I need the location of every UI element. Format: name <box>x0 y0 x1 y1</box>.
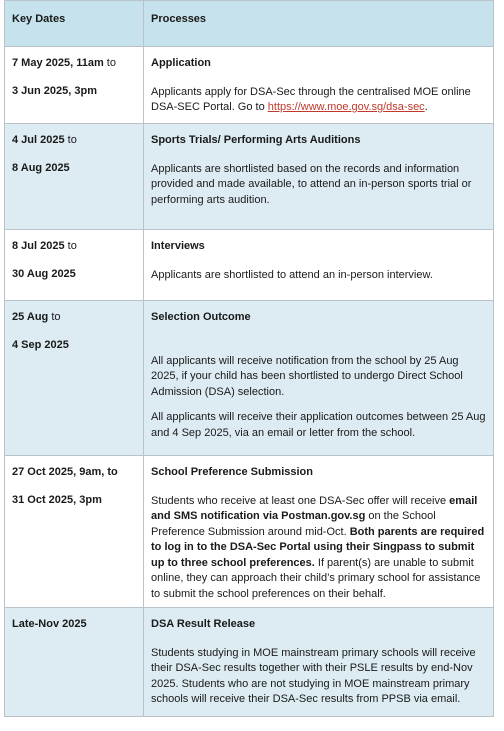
process-description: Applicants apply for DSA-Sec through the centralised MOE online DSA-SEC Portal. Go to https://www.moe.gov.sg/dsa-sec. <box>151 85 471 113</box>
process-cell <box>144 608 494 717</box>
header-key-dates: Key Dates <box>5 1 144 47</box>
table-row <box>5 47 494 124</box>
process-description: Students who receive at least one DSA-Sec offer will receive email and SMS notification via Postman.gov.sg on the School Preference Submission around mid-Oct. Both parents are required to log in to the DSA-Sec Portal using their Singpass to submit up to three school preferences. If parent(s) are unable to submit online, they can approach their child’s primary school for assistance to submit the school preferences on their behalf. <box>151 494 485 600</box>
table-header-row <box>5 1 494 47</box>
table-row <box>5 230 494 301</box>
process-description: Applicants are shortlisted to attend an in-person interview. <box>151 268 433 281</box>
process-title: School Preference Submission <box>151 466 313 478</box>
date-cell: 25 Aug to 4 Sep 2025 <box>5 301 144 456</box>
table-row <box>5 124 494 230</box>
process-title: Interviews <box>151 240 205 252</box>
process-description: Students studying in MOE mainstream primary schools will receive their DSA-Sec results together with their PSLE results by end-Nov 2025. Students who are not studying in MOE mainstream primary schools will receive their DSA-Sec results from PPSB via email. <box>151 646 476 705</box>
process-title: Sports Trials/ Performing Arts Auditions <box>151 134 361 146</box>
table-row <box>5 301 494 456</box>
date-cell: Late-Nov 2025 <box>5 608 144 717</box>
table-row <box>5 608 494 717</box>
process-title: Application <box>151 57 211 69</box>
process-cell <box>144 456 494 608</box>
process-cell <box>144 47 494 124</box>
process-cell <box>144 301 494 456</box>
process-title: Selection Outcome <box>151 311 251 323</box>
header-processes: Processes <box>144 1 494 47</box>
process-cell <box>144 124 494 230</box>
process-description-2: All applicants will receive their application outcomes between 25 Aug and 4 Sep 2025, via an email or letter from the school. <box>151 411 486 439</box>
table-row <box>5 456 494 608</box>
process-description: Applicants are shortlisted based on the records and information provided and made available, to attend an in-person sports trial or performing arts audition. <box>151 162 472 206</box>
process-cell <box>144 230 494 301</box>
process-title: DSA Result Release <box>151 618 256 630</box>
date-cell: 4 Jul 2025 to 8 Aug 2025 <box>5 124 144 230</box>
dsa-sec-link[interactable]: https://www.moe.gov.sg/dsa-sec <box>267 101 425 113</box>
date-cell: 7 May 2025, 11am to 3 Jun 2025, 3pm <box>5 47 144 124</box>
date-cell: 27 Oct 2025, 9am, to 31 Oct 2025, 3pm <box>5 456 144 608</box>
key-dates-table <box>4 0 494 717</box>
process-description: All applicants will receive notification from the school by 25 Aug 2025, if your child has been shortlisted to undergo Direct School Admission (DSA) selection. <box>151 354 463 398</box>
date-cell: 8 Jul 2025 to 30 Aug 2025 <box>5 230 144 301</box>
